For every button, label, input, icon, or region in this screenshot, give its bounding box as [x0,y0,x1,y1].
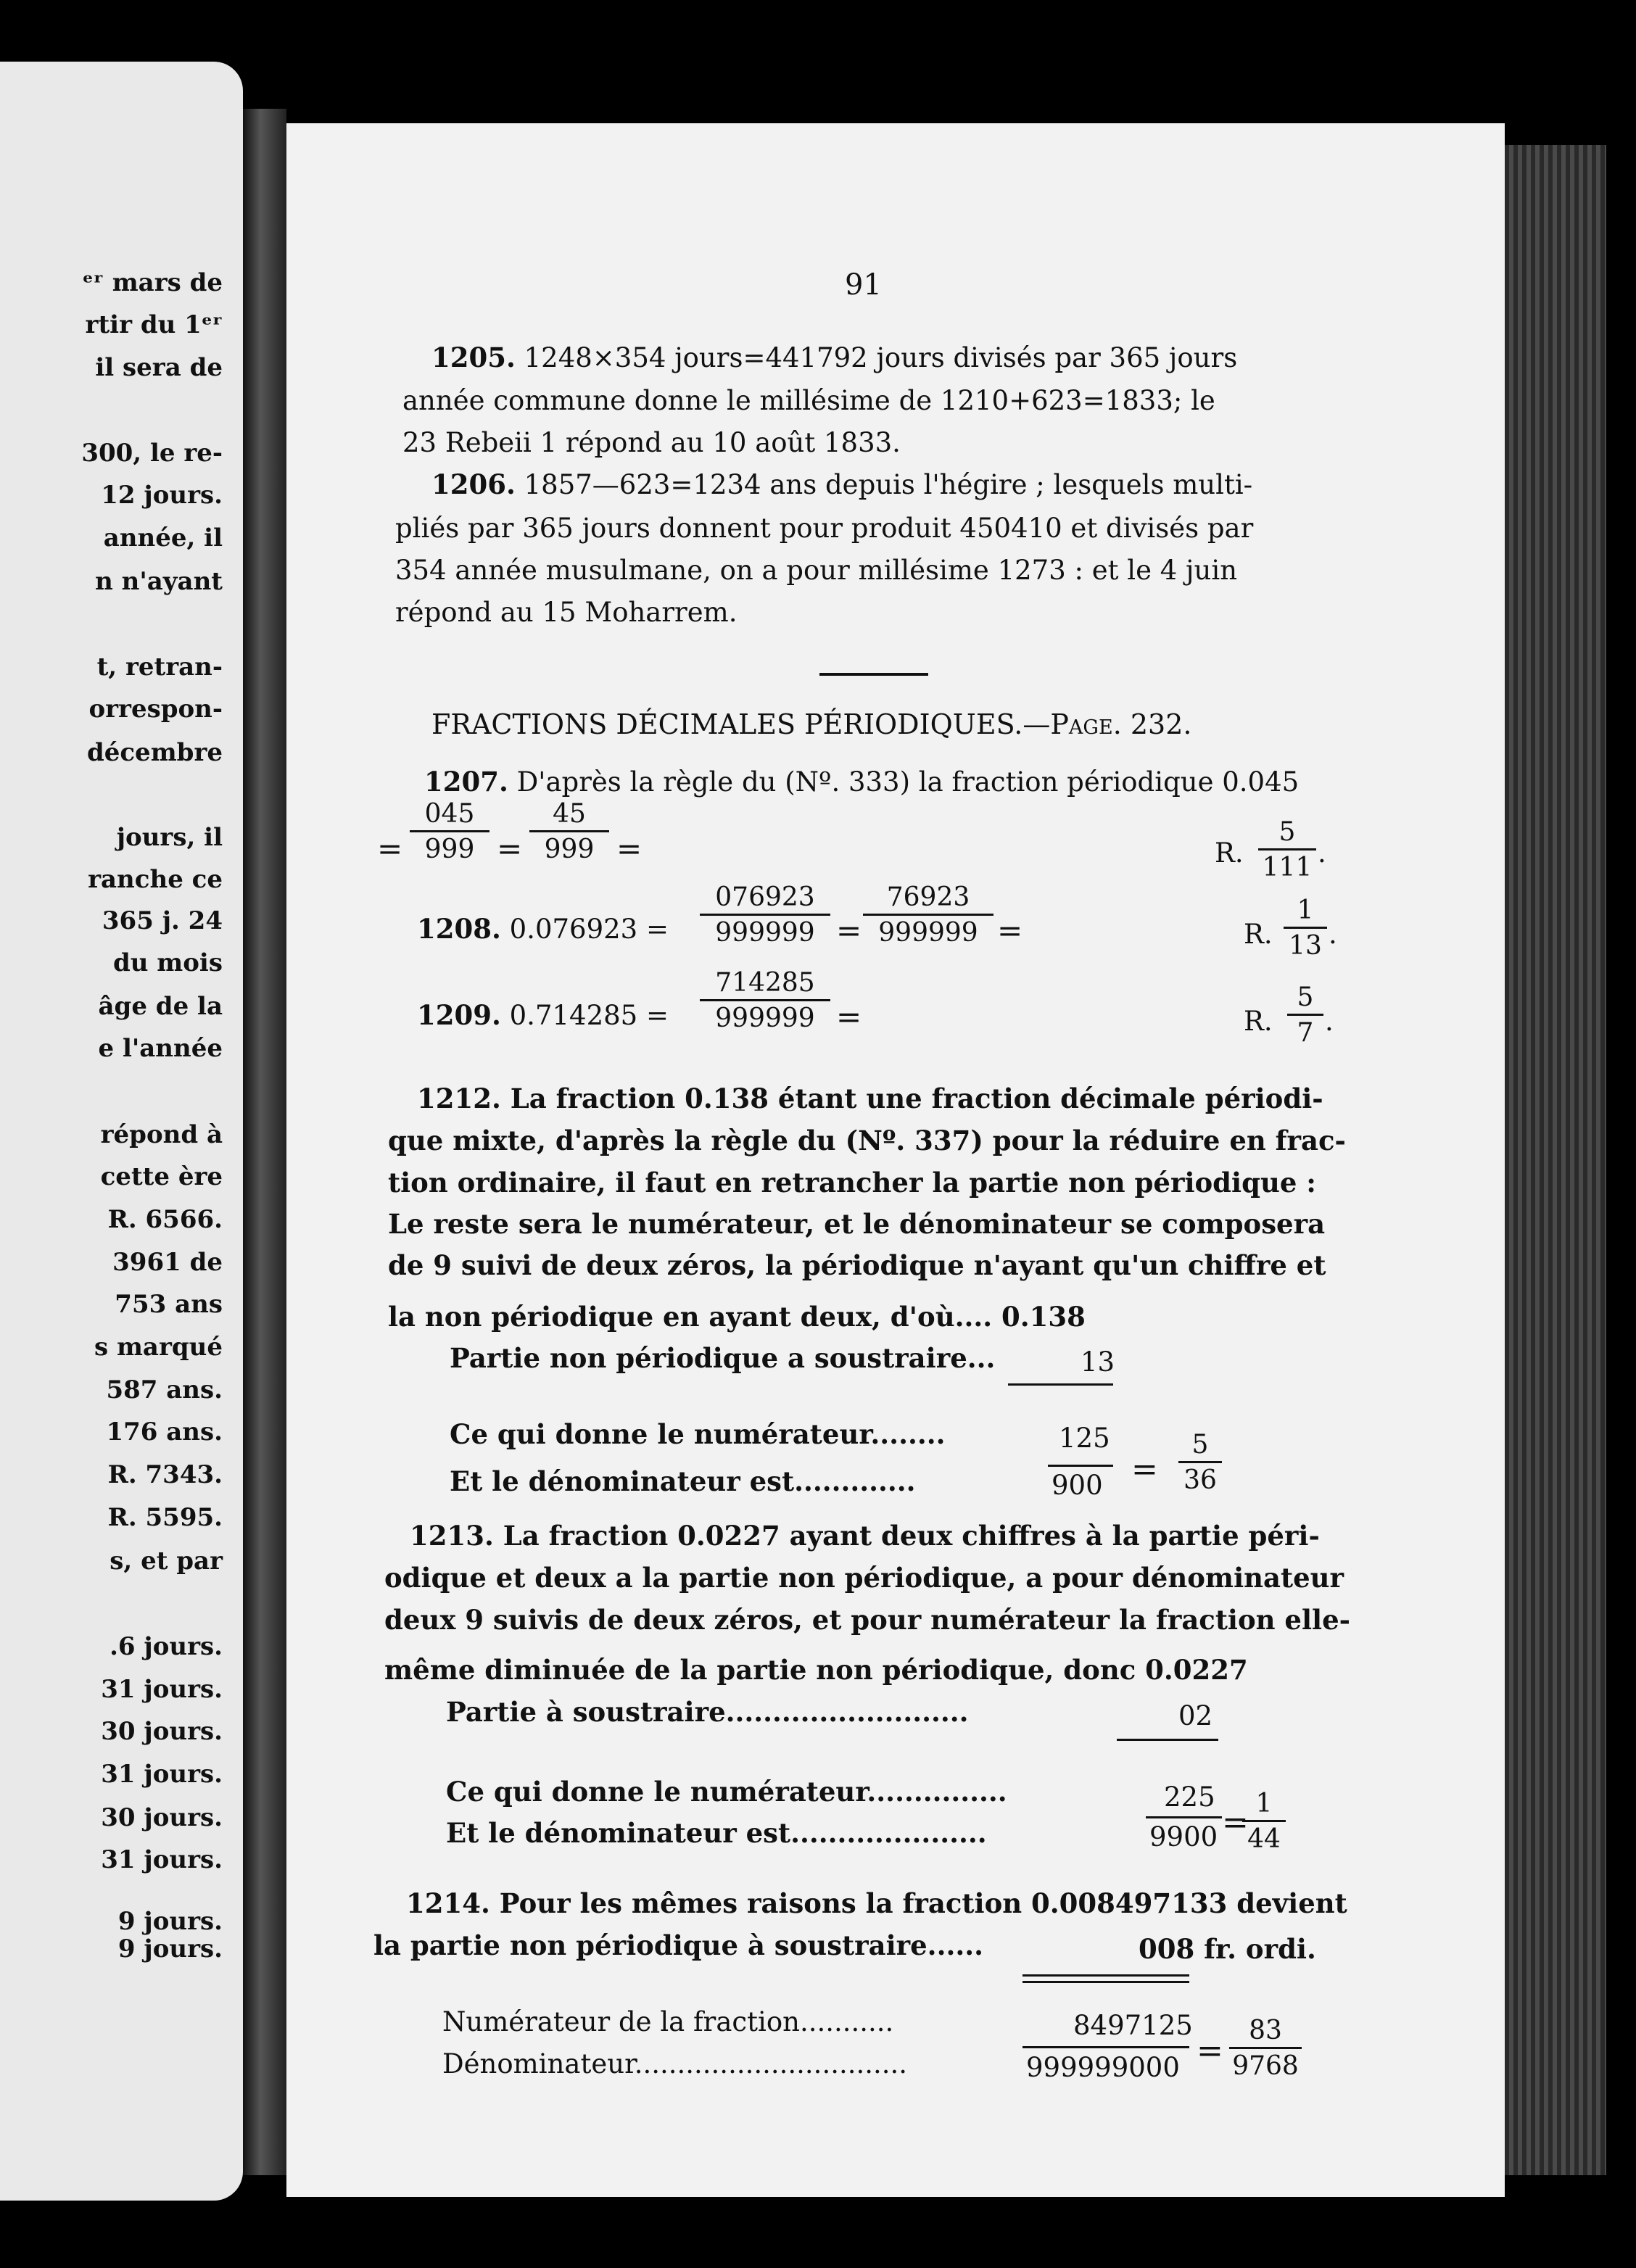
numerator-value-1212: 125 [1059,1423,1110,1454]
left-page-line: 31 jours. [101,1675,223,1704]
left-page-line: 9 jours. [117,1934,223,1963]
left-page-line: R. 7343. [107,1460,223,1489]
page-number: 91 [845,268,882,302]
left-page-line: 30 jours. [101,1803,223,1832]
left-page-line: 12 jours. [101,481,223,510]
equals-sign: = [1222,1804,1249,1841]
item-number-1213: 1213. [410,1520,494,1552]
equals-sign: = [836,913,862,948]
paragraph-1206-line-4: répond au 15 Moharrem. [395,597,738,628]
fraction-1208-b: $\frac{76923}{999999}$ [863,885,993,946]
paragraph-1207-line-1: 1207. D'après la règle du (Nº. 333) la fraction périodique 0.045 [424,766,1300,798]
equals-sign: = [616,831,643,866]
paragraph-1214-line-2: la partie non périodique à soustraire...... [373,1929,983,1961]
left-page-line: 176 ans. [106,1418,223,1447]
denominator-label-1214: Dénominateur................................ [442,2048,908,2079]
numerator-value-1213: 225 [1164,1781,1215,1813]
left-page-line: du mois [112,948,223,977]
left-page-line: 300, le re- [81,439,223,468]
left-page-line: e l'année [98,1034,223,1063]
left-page-line: R. 6566. [107,1205,223,1234]
numerator-label-1212: Ce qui donne le numérateur........ [450,1418,946,1450]
item-number-1205: 1205. [431,342,516,373]
right-page [286,123,1505,2197]
section-divider [819,673,928,676]
left-page-line: jours, il [116,823,223,852]
result-label: R. [1244,1006,1273,1037]
fraction-1207-b: $\frac{45}{999}$ [529,801,609,863]
paragraph-1206-line-1: 1206. 1857—623=1234 ans depuis l'hégire ; lesquels multi- [431,468,1253,500]
item-number-1212: 1212. [417,1083,501,1114]
left-page-line: t, retran- [96,653,223,682]
left-page-line: s marqué [94,1333,223,1362]
paragraph-1206-line-3: 354 année musulmane, on a pour millésime 1273 : et le 4 juin [395,555,1238,586]
left-page-line: 31 jours. [101,1845,223,1874]
left-page-line: .6 jours. [110,1632,223,1661]
denominator-label-1212: Et le dénominateur est............. [450,1465,916,1497]
paragraph-1212-line-1: 1212. La fraction 0.138 étant une fraction décimale périodi- [417,1083,1323,1114]
paragraph-1209: 1209. 0.714285 = [417,999,669,1031]
left-page-line: n n'ayant [95,567,223,596]
left-page-line: 9 jours. [117,1907,223,1936]
subtraction-rule-double [1022,1981,1189,1983]
paragraph-1214-line-1: 1214. Pour les mêmes raisons la fraction 0.008497133 devient [406,1887,1347,1919]
paragraph-1206-line-2: pliés par 365 jours donnent pour produit 450410 et divisés par [395,513,1254,544]
result-fraction-1209: $\frac{5}{7}$ [1287,985,1323,1046]
paragraph-1212-line-4: Le reste sera le numérateur, et le dénominateur se composera [388,1208,1326,1240]
result-label: R. [1244,919,1273,950]
left-page-line: âge de la [98,992,223,1021]
equals-sign: = [497,831,523,866]
result-period: . [1325,1006,1334,1037]
result-fraction-1213: $\frac{1}{44}$ [1242,1791,1286,1853]
equals-sign: = [1197,2032,1223,2069]
fraction-1207-a: $\frac{045}{999}$ [410,801,489,863]
left-page-line: 365 j. 24 [102,906,223,935]
page-edges [1505,145,1606,2175]
subtract-value-1212: 13 [1081,1346,1115,1378]
left-page-line: rtir du 1ᵉʳ [85,310,223,339]
result-period: . [1318,837,1326,869]
left-page-line: répond à [100,1120,223,1149]
fraction-1209: $\frac{714285}{999999}$ [700,970,830,1032]
left-page-line: année, il [103,523,223,552]
paragraph-1212-line-6: la non périodique en ayant deux, d'où.... 0.138 [388,1301,1086,1333]
item-number-1206: 1206. [431,468,516,500]
left-page-line: s, et par [110,1547,223,1576]
denominator-value-1214: 999999000 [1026,2052,1180,2083]
result-fraction-1214: $\frac{83}{9768}$ [1229,2018,1302,2079]
paragraph-1208: 1208. 0.076923 = [417,913,669,945]
book-gutter [243,109,286,2175]
subtraction-rule [1008,1383,1113,1386]
left-page-line: 753 ans [115,1290,223,1319]
subtract-value-1214: 008 fr. ordi. [1139,1933,1316,1965]
subtract-value-1213: 02 [1178,1700,1213,1731]
equals-sign: = [1131,1451,1158,1488]
left-page-line: ranche ce [88,865,223,894]
paragraph-1212-line-3: tion ordinaire, il faut en retrancher la partie non périodique : [388,1167,1316,1199]
paragraph-1212-line-5: de 9 suivi de deux zéros, la périodique n'ayant qu'un chiffre et [388,1249,1326,1281]
paragraph-1205-line-1: 1205. 1248×354 jours=441792 jours divisés par 365 jours [431,342,1238,373]
subtract-label-1213: Partie à soustraire.......................... [446,1696,969,1728]
fraction-1208-a: $\frac{076923}{999999}$ [700,885,830,946]
numerator-value-1214: 8497125 [1073,2010,1193,2041]
item-number-1208: 1208. [417,913,501,945]
result-period: . [1329,919,1337,950]
result-fraction-1212: $\frac{5}{36}$ [1178,1432,1222,1494]
paragraph-1213-line-2: odique et deux a la partie non périodique, a pour dénominateur [384,1562,1344,1594]
left-page-line: orrespon- [88,695,223,724]
paragraph-1205-line-3: 23 Rebeii 1 répond au 10 août 1833. [402,427,901,458]
denominator-value-1212: 900 [1052,1470,1103,1501]
paragraph-1213-line-1: 1213. La fraction 0.0227 ayant deux chiffres à la partie péri- [410,1520,1320,1552]
left-page-line: décembre [86,738,223,767]
left-page-line: 31 jours. [101,1760,223,1789]
left-page-fragment [0,62,243,2201]
numerator-label-1214: Numérateur de la fraction........... [442,2006,894,2037]
section-title: FRACTIONS DÉCIMALES PÉRIODIQUES.—Page. 232. [431,708,1192,740]
subtract-label-1212: Partie non périodique a soustraire... [450,1342,996,1374]
left-page-line: ᵉʳ mars de [82,268,223,297]
result-fraction-1207: $\frac{5}{111}$ [1258,819,1316,881]
left-page-line: 30 jours. [101,1717,223,1746]
subtraction-rule [1022,1974,1189,1977]
fraction-bar [1022,2046,1189,2048]
equals-sign: = [997,913,1023,948]
item-number-1209: 1209. [417,999,501,1031]
paragraph-1213-line-3: deux 9 suivis de deux zéros, et pour numérateur la fraction elle- [384,1604,1350,1636]
paragraph-1213-line-4: même diminuée de la partie non périodique, donc 0.0227 [384,1654,1248,1686]
fraction-bar [1048,1465,1113,1467]
item-number-1207: 1207. [424,766,508,798]
left-page-line: R. 5595. [107,1503,223,1532]
subtraction-rule [1117,1739,1218,1741]
left-page-line: 3961 de [112,1248,223,1277]
fraction-bar [1146,1816,1222,1818]
result-fraction-1208: $\frac{1}{13}$ [1284,898,1327,959]
left-page-line: cette ère [100,1162,223,1191]
numerator-label-1213: Ce qui donne le numérateur............... [446,1776,1007,1808]
paragraph-1212-line-2: que mixte, d'après la règle du (Nº. 337) pour la réduire en frac- [388,1125,1346,1156]
equals-sign: = [377,831,403,866]
result-label: R. [1215,837,1244,869]
paragraph-1205-line-2: année commune donne le millésime de 1210+623=1833; le [402,385,1215,416]
item-number-1214: 1214. [406,1887,490,1919]
denominator-value-1213: 9900 [1149,1821,1218,1853]
left-page-line: 587 ans. [106,1375,223,1404]
left-page-line: il sera de [95,353,223,382]
equals-sign: = [836,999,862,1035]
denominator-label-1213: Et le dénominateur est..................... [446,1817,987,1849]
